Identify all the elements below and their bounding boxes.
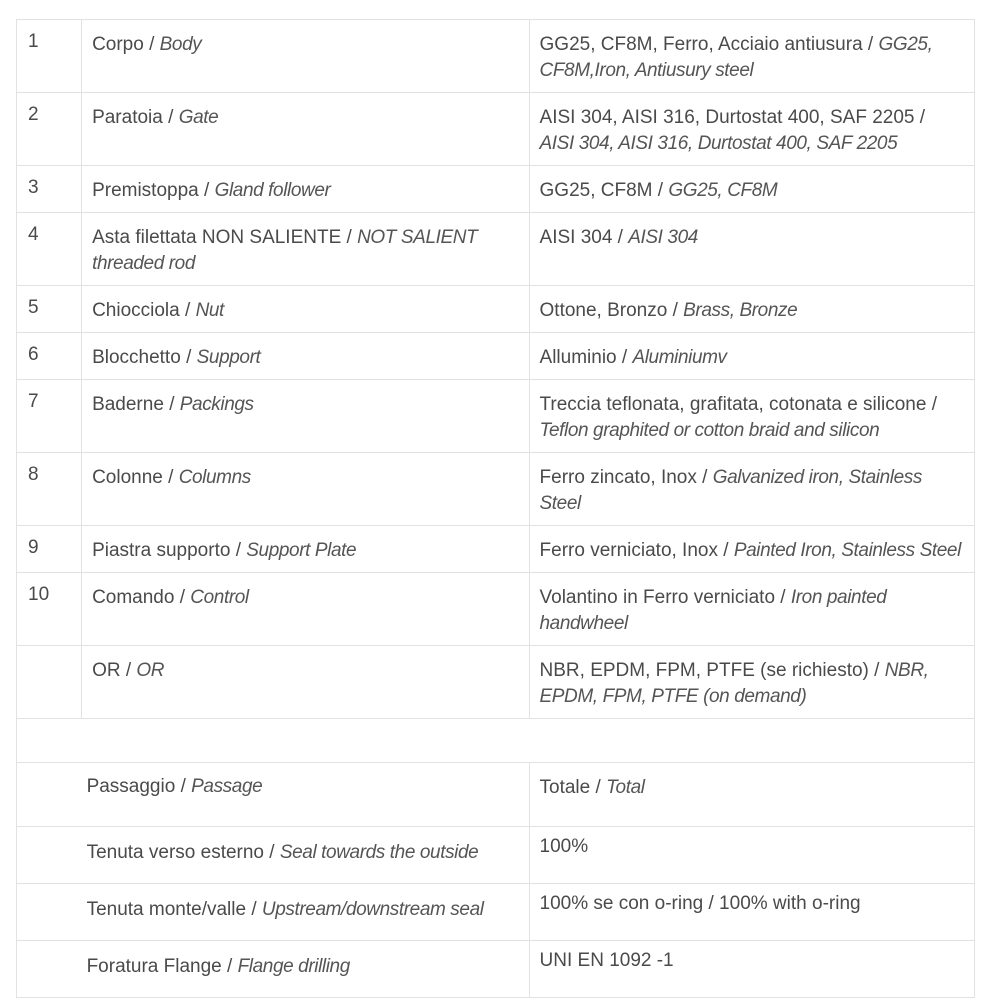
component-row xyxy=(17,453,975,526)
component-material-en: NBR, EPDM, FPM, PTFE (on demand) xyxy=(539,660,929,707)
property-label-it: Tenuta verso esterno xyxy=(86,842,265,863)
component-row xyxy=(17,646,975,719)
component-name-en: Body xyxy=(159,34,202,55)
property-blank xyxy=(17,763,82,827)
component-row xyxy=(17,286,975,333)
component-row xyxy=(17,380,975,453)
component-name-it: Chiocciola xyxy=(92,300,185,321)
component-material-it: Ottone, Bronzo xyxy=(539,300,668,321)
property-blank xyxy=(17,827,82,884)
row-number: 1 xyxy=(17,20,82,93)
component-name: Chiocciola / Nut xyxy=(82,286,529,333)
component-row xyxy=(17,333,975,380)
component-material: Treccia teflonata, grafitata, cotonata e silicone / Teflon graphited or cotton braid and silicon xyxy=(529,380,974,453)
component-material: AISI 304, AISI 316, Durtostat 400, SAF 2205 / AISI 304, AISI 316, Durtostat 400, SAF 2205 xyxy=(529,93,974,166)
spacer-row xyxy=(17,719,975,763)
property-row xyxy=(17,884,975,941)
component-name-it: Corpo xyxy=(92,34,144,55)
row-number: 8 xyxy=(17,453,82,526)
component-name-it: OR xyxy=(92,660,126,681)
component-material-it: GG25, CF8M xyxy=(539,180,653,201)
property-value xyxy=(529,827,974,884)
component-material-en: Galvanized iron, Stainless Steel xyxy=(539,467,922,514)
component-name-it: Premistoppa xyxy=(92,180,199,201)
component-name: Comando / Control xyxy=(82,573,529,646)
component-row xyxy=(17,20,975,93)
row-number: 9 xyxy=(17,526,82,573)
row-number: 4 xyxy=(17,213,82,286)
component-material: GG25, CF8M, Ferro, Acciaio antiusura / GG25, CF8M,Iron, Antiusury steel xyxy=(529,20,974,93)
property-row xyxy=(17,763,975,827)
property-label-it: Passaggio xyxy=(86,776,176,797)
component-material: GG25, CF8M / GG25, CF8M xyxy=(529,166,974,213)
component-name-it: Asta filettata NON SALIENTE xyxy=(92,227,342,248)
component-material: Ferro zincato, Inox / Galvanized iron, Stainless Steel xyxy=(529,453,974,526)
component-material-en: Brass, Bronze xyxy=(683,300,798,321)
property-label-en: Seal towards the outside xyxy=(279,842,479,863)
component-name: Baderne / Packings xyxy=(82,380,529,453)
property-value-it: Totale xyxy=(539,777,591,798)
component-row xyxy=(17,93,975,166)
component-material-it: Alluminio xyxy=(539,347,617,368)
component-name-it: Baderne xyxy=(92,394,170,415)
materials-table xyxy=(16,19,975,998)
row-number: 7 xyxy=(17,380,82,453)
property-row xyxy=(17,827,975,884)
component-material-en: Painted Iron, Stainless Steel xyxy=(733,540,961,561)
property-label-it: Tenuta monte/valle xyxy=(86,899,247,920)
row-number: 5 xyxy=(17,286,82,333)
component-name: Piastra supporto / Support Plate xyxy=(82,526,529,573)
component-material-en: Iron painted handwheel xyxy=(539,587,887,634)
component-material: NBR, EPDM, FPM, PTFE (se richiesto) / NBR, EPDM, FPM, PTFE (on demand) xyxy=(529,646,974,719)
row-number: 6 xyxy=(17,333,82,380)
component-name: Blocchetto / Support xyxy=(82,333,529,380)
component-name-it: Colonne xyxy=(92,467,169,488)
property-label-en: Flange drilling xyxy=(237,956,350,977)
spacer-cell xyxy=(17,719,975,763)
property-value-it: UNI EN 1092 -1 xyxy=(539,950,674,971)
component-material-it: AISI 304, AISI 316, Durtostat 400, SAF 2205 xyxy=(539,107,915,128)
component-name: Corpo / Body xyxy=(82,20,529,93)
component-name-en: Control xyxy=(190,587,249,608)
component-name-en: Gland follower xyxy=(214,180,331,201)
property-value xyxy=(529,941,974,998)
component-material-en: AISI 304 xyxy=(628,227,698,248)
property-label: Passaggio / Passage xyxy=(82,763,529,827)
component-material: Ottone, Bronzo / Brass, Bronze xyxy=(529,286,974,333)
row-number: 2 xyxy=(17,93,82,166)
materials-table-body xyxy=(17,20,975,998)
row-number xyxy=(17,646,82,719)
component-row xyxy=(17,573,975,646)
component-material-en: Aluminiumv xyxy=(632,347,727,368)
component-material-it: Volantino in Ferro verniciato xyxy=(539,587,776,608)
component-name-it: Blocchetto xyxy=(92,347,187,368)
component-name-it: Comando xyxy=(92,587,180,608)
component-name: Asta filettata NON SALIENTE / NOT SALIENT threaded rod xyxy=(82,213,529,286)
component-material-en: AISI 304, AISI 316, Durtostat 400, SAF 2205 xyxy=(539,133,898,154)
component-material-en: GG25, CF8M,Iron, Antiusury steel xyxy=(539,34,933,81)
property-value-it: 100% xyxy=(539,836,589,857)
component-name-en: Gate xyxy=(178,107,219,128)
component-name-en: Columns xyxy=(178,467,251,488)
component-name-en: Support Plate xyxy=(246,540,357,561)
property-blank xyxy=(17,884,82,941)
property-blank xyxy=(17,941,82,998)
property-value: Totale / Total xyxy=(529,763,974,827)
component-material-it: NBR, EPDM, FPM, PTFE (se richiesto) xyxy=(539,660,869,681)
property-label: Tenuta verso esterno / Seal towards the outside xyxy=(82,827,529,884)
row-number: 10 xyxy=(17,573,82,646)
property-label-en: Passage xyxy=(191,776,263,797)
component-name-en: Support xyxy=(196,347,261,368)
component-material-en: Teflon graphited or cotton braid and silicon xyxy=(539,420,880,441)
component-material-it: AISI 304 xyxy=(539,227,613,248)
component-material-it: GG25, CF8M, Ferro, Acciaio antiusura xyxy=(539,34,863,55)
row-number: 3 xyxy=(17,166,82,213)
component-name-it: Piastra supporto xyxy=(92,540,236,561)
property-label-en: Upstream/downstream seal xyxy=(261,899,484,920)
component-name-en: OR xyxy=(136,660,165,681)
component-name: Premistoppa / Gland follower xyxy=(82,166,529,213)
property-row xyxy=(17,941,975,998)
component-material: Ferro verniciato, Inox / Painted Iron, Stainless Steel xyxy=(529,526,974,573)
component-name-it: Paratoia xyxy=(92,107,163,128)
component-material-it: Ferro verniciato, Inox xyxy=(539,540,718,561)
component-name-en: Nut xyxy=(195,300,224,321)
component-row xyxy=(17,213,975,286)
property-value xyxy=(529,884,974,941)
component-row xyxy=(17,526,975,573)
component-name: Colonne / Columns xyxy=(82,453,529,526)
component-material-it: Ferro zincato, Inox xyxy=(539,467,697,488)
property-label-it: Foratura Flange xyxy=(86,956,222,977)
component-name-en: Packings xyxy=(179,394,254,415)
component-material-en: GG25, CF8M xyxy=(668,180,778,201)
property-value-it: 100% se con o-ring / 100% with o-ring xyxy=(539,893,861,914)
component-material-it: Treccia teflonata, grafitata, cotonata e silicone xyxy=(539,394,927,415)
property-label: Tenuta monte/valle / Upstream/downstream seal xyxy=(82,884,529,941)
component-material: AISI 304 / AISI 304 xyxy=(529,213,974,286)
component-name: OR / OR xyxy=(82,646,529,719)
component-material: Volantino in Ferro verniciato / Iron painted handwheel xyxy=(529,573,974,646)
component-material: Alluminio / Aluminiumv xyxy=(529,333,974,380)
component-name-en: NOT SALIENT threaded rod xyxy=(92,227,478,274)
property-value-en: Total xyxy=(606,777,645,798)
component-name: Paratoia / Gate xyxy=(82,93,529,166)
component-row xyxy=(17,166,975,213)
property-label: Foratura Flange / Flange drilling xyxy=(82,941,529,998)
